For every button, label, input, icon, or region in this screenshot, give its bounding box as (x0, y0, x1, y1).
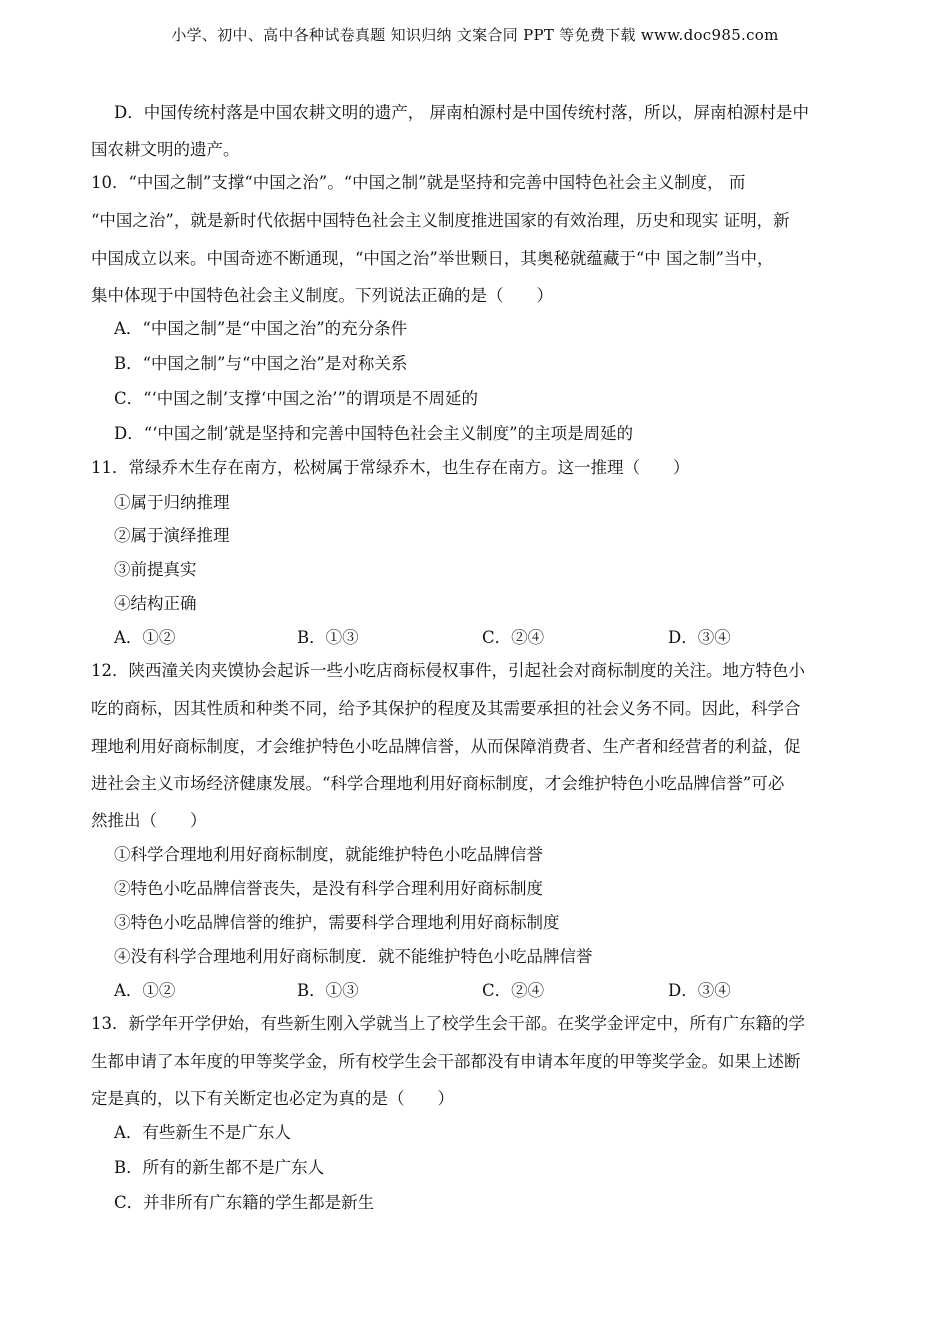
q11-choice-d: D．③④ (668, 628, 731, 647)
q11-choice-b: B．①③ (297, 628, 359, 647)
q13-stem-line2: 生都申请了本年度的甲等奖学金，所有校学生会干部都没有申请本年度的甲等奖学金。如果上述断 (91, 1052, 801, 1071)
q12-stem-line1: 12．陕西潼关肉夹馍协会起诉一些小吃店商标侵权事件，引起社会对商标制度的关注。地方特色小 (91, 661, 805, 680)
q12-item-1: ①科学合理地利用好商标制度，就能维护特色小吃品牌信誉 (114, 845, 543, 864)
q10-stem-line1: 10．“中国之制”支撑“中国之治”。“中国之制”就是坚持和完善中国特色社会主义制度， 而 (91, 173, 746, 192)
q11-choice-a: A．①② (114, 628, 176, 647)
page-header: 小学、初中、高中各种试卷真题 知识归纳 文案合同 PPT 等免费下载 www.doc985.com (171, 26, 779, 44)
q10-stem-line2: “中国之治”，就是新时代依据中国特色社会主义制度推进国家的有效治理，历史和现实 证明，新 (91, 211, 790, 230)
q12-choice-b: B．①③ (297, 981, 359, 1000)
q12-choice-d: D．③④ (668, 981, 731, 1000)
q12-item-2: ②特色小吃品牌信誉丧失，是没有科学合理利用好商标制度 (114, 879, 543, 898)
q10-stem-line4: 集中体现于中国特色社会主义制度。下列说法正确的是（ ） (91, 286, 553, 305)
q12-item-3: ③特色小吃品牌信誉的维护，需要科学合理地利用好商标制度 (114, 913, 560, 932)
q10-option-c: C．“‘中国之制’支撑‘中国之治’”的谓项是不周延的 (114, 389, 478, 408)
q13-option-a: A．有些新生不是广东人 (114, 1123, 291, 1142)
q13-option-b: B．所有的新生都不是广东人 (114, 1158, 325, 1177)
q12-stem-line4: 进社会主义市场经济健康发展。“科学合理地利用好商标制度，才会维护特色小吃品牌信誉”可必 (91, 774, 785, 793)
q13-stem-line1: 13．新学年开学伊始，有些新生刚入学就当上了校学生会干部。在奖学金评定中，所有广东籍的学 (91, 1014, 805, 1033)
q10-option-d: D．“‘中国之制’就是坚持和完善中国特色社会主义制度”的主项是周延的 (114, 424, 634, 443)
q12-stem-line2: 吃的商标，因其性质和种类不同，给予其保护的程度及其需要承担的社会义务不同。因此，科学合 (91, 699, 801, 718)
q10-option-b: B．“中国之制”与“中国之治”是对称关系 (114, 354, 408, 373)
q11-choice-c: C．②④ (482, 628, 545, 647)
q9-option-d-line1: D．中国传统村落是中国农耕文明的遗产， 屏南柏源村是中国传统村落，所以，屏南柏源村是中 (114, 103, 809, 122)
q12-choice-a: A．①② (114, 981, 176, 1000)
q11-item-2: ②属于演绎推理 (114, 526, 230, 545)
q10-stem-line3: 中国成立以来。中国奇迹不断通现，“中国之治”举世颗日，其奥秘就蕴藏于“中 国之制”当中， (91, 249, 774, 268)
q12-item-4: ④没有科学合理地利用好商标制度．就不能维护特色小吃品牌信誉 (114, 947, 593, 966)
q11-item-4: ④结构正确 (114, 594, 197, 613)
q10-option-a: A．“中国之制”是“中国之治”的充分条件 (114, 319, 408, 338)
q12-stem-line5: 然推出（ ） (91, 811, 207, 830)
q12-choice-c: C．②④ (482, 981, 545, 1000)
q9-option-d-line2: 国农耕文明的遗产。 (91, 140, 240, 159)
q11-item-1: ①属于归纳推理 (114, 493, 230, 512)
q13-option-c: C．并非所有广东籍的学生都是新生 (114, 1193, 375, 1212)
q11-stem: 11．常绿乔木生存在南方，松树属于常绿乔木，也生存在南方。这一推理（ ） (91, 458, 690, 477)
q13-stem-line3: 定是真的，以下有关断定也必定为真的是（ ） (91, 1089, 454, 1108)
q12-stem-line3: 理地利用好商标制度，才会维护特色小吃品牌信誉，从而保障消费者、生产者和经营者的利益，促 (91, 737, 801, 756)
q11-item-3: ③前提真实 (114, 560, 197, 579)
